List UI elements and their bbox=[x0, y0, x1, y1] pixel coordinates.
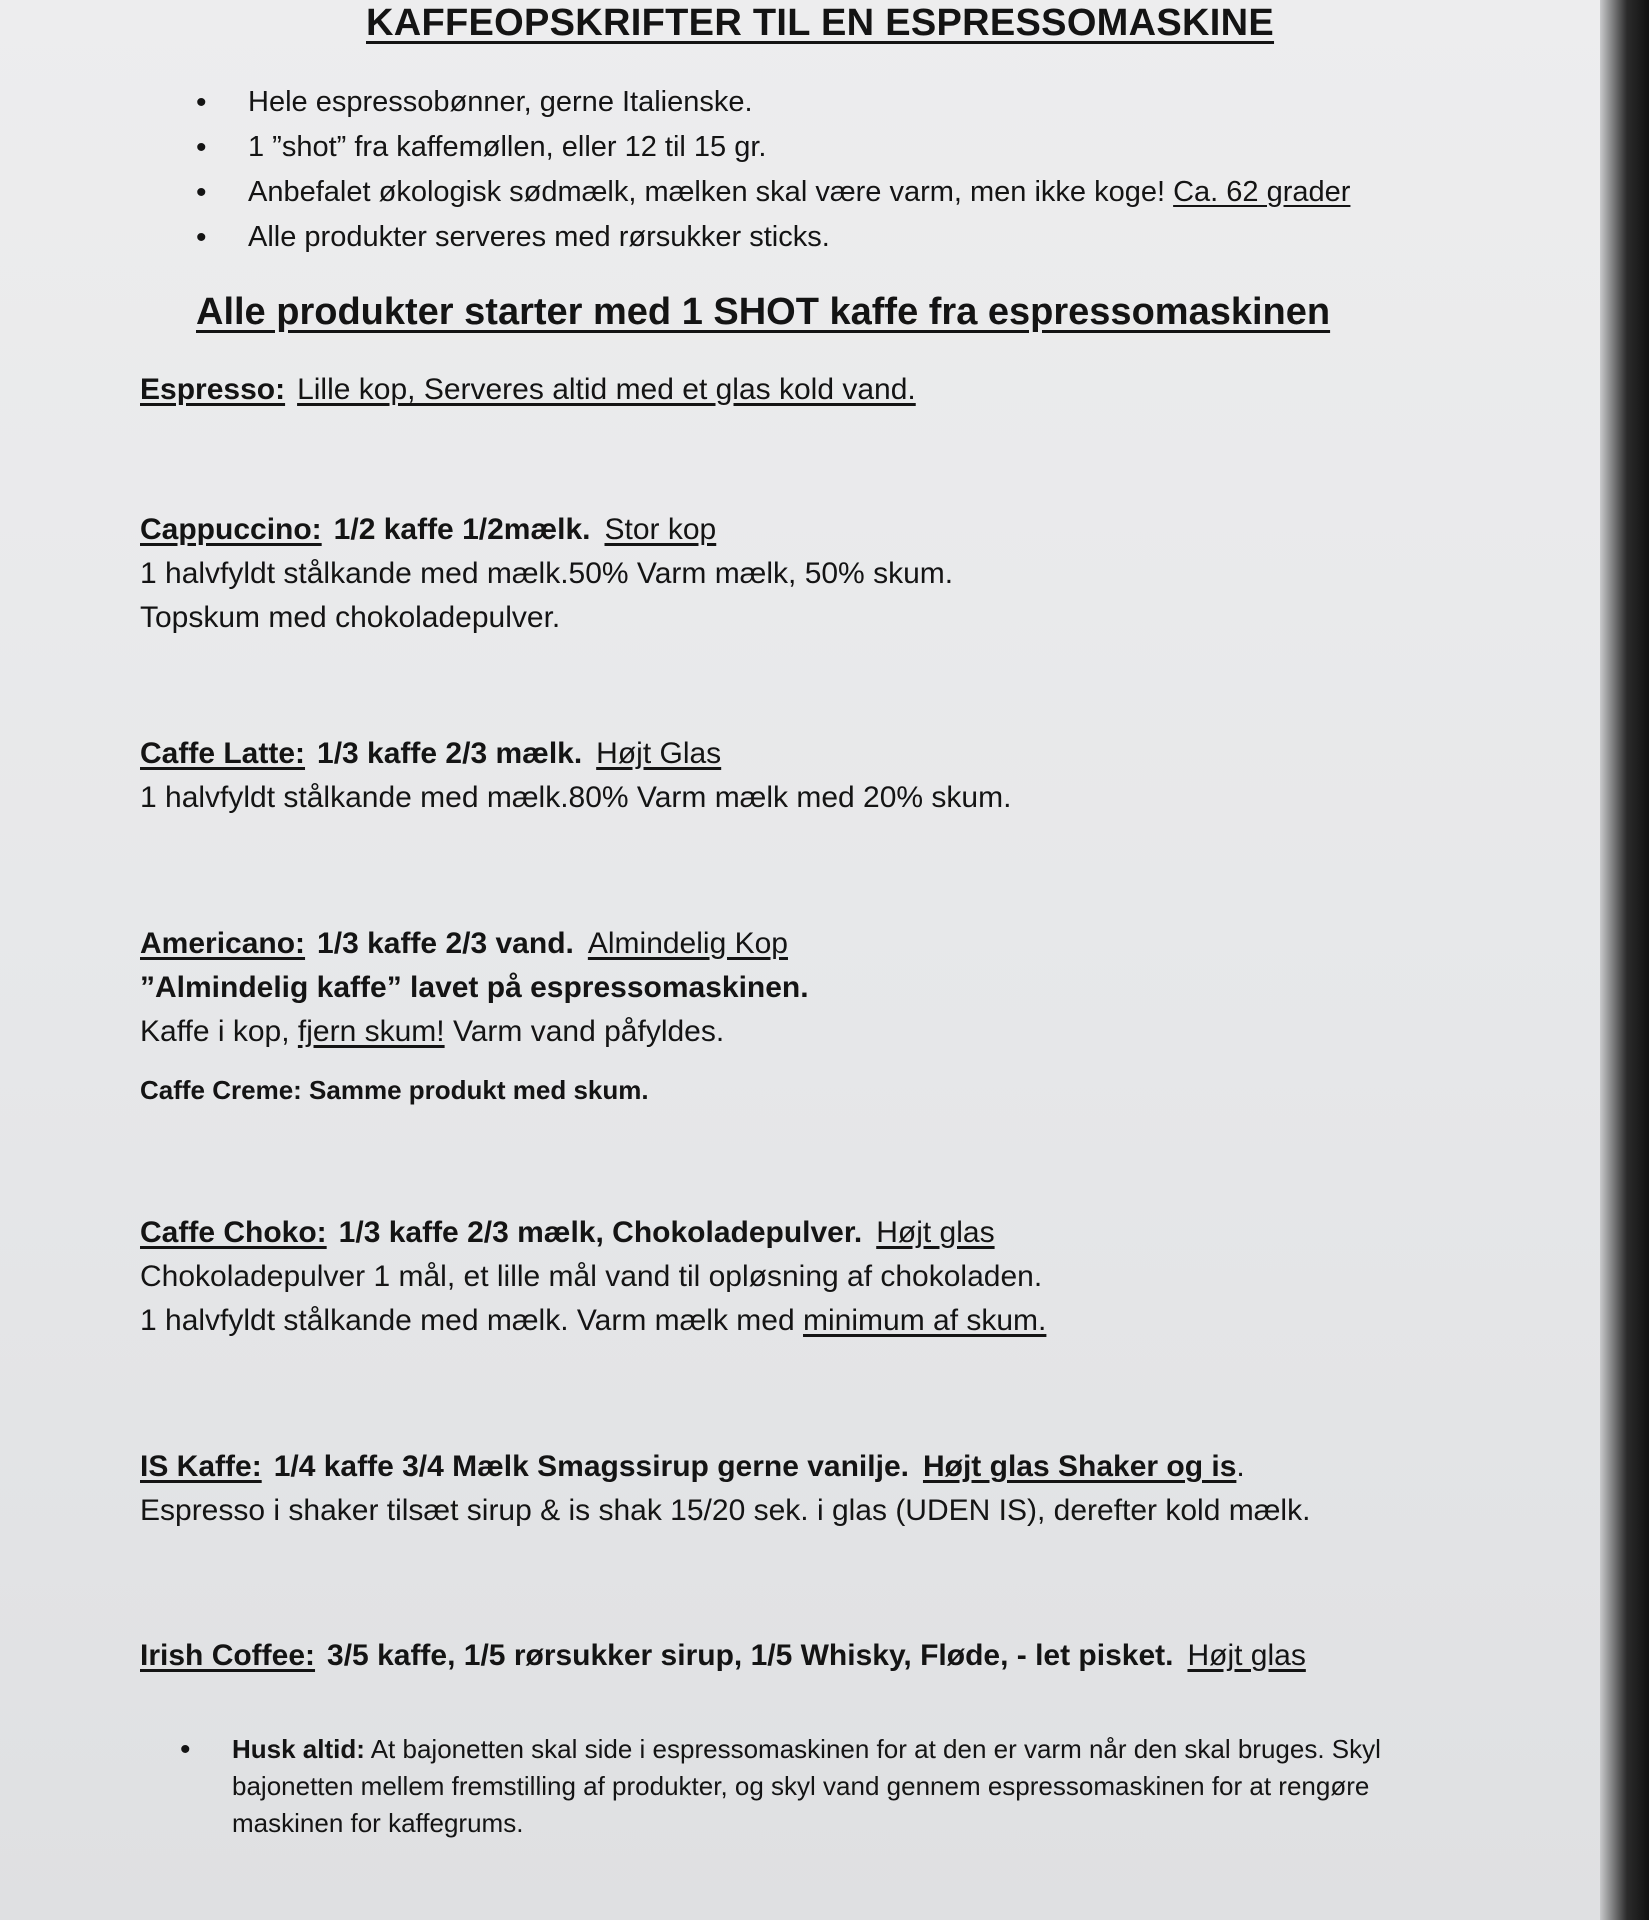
recipe-espresso bbox=[140, 368, 916, 412]
recipe-line: Chokoladepulver 1 mål, et lille mål vand til opløsning af chokoladen. bbox=[140, 1260, 1043, 1293]
list-item: • Anbefalet økologisk sødmælk, mælken skal være varm, men ikke koge! Ca. 62 grader bbox=[196, 170, 1350, 215]
remove-foam-note: fjern skum! bbox=[297, 1015, 445, 1048]
recipe-vessel: Højt glas Shaker og is bbox=[922, 1450, 1237, 1483]
list-item: • Hele espressobønner, gerne Italienske. bbox=[196, 80, 1350, 125]
recipe-vessel: Almindelig Kop bbox=[587, 927, 788, 960]
recipe-ratio: 1/4 kaffe 3/4 Mælk Smagssirup gerne vanilje. bbox=[273, 1450, 909, 1483]
recipe-vessel: Højt glas bbox=[876, 1216, 995, 1249]
recipe-irish-coffee bbox=[140, 1634, 1306, 1678]
recipe-americano: Americano: 1/3 kaffe 2/3 vand. Almindelig Kop ”Almindelig kaffe” lavet på espressomaskinen. Kaffe i kop, fjern skum! Varm vand påfyldes. Caffe Creme: Samme produkt med skum. bbox=[140, 922, 809, 1112]
recipe-ratio: 1/3 kaffe 2/3 mælk. bbox=[317, 737, 583, 770]
recipe-text: Lille kop, Serveres altid med et glas kold vand. bbox=[297, 373, 916, 406]
recipe-label: Caffe Choko: bbox=[140, 1216, 327, 1249]
footer-note bbox=[180, 1731, 1412, 1842]
recipe-ratio: 1/2 kaffe 1/2mælk. bbox=[333, 513, 591, 546]
list-item bbox=[180, 1731, 1412, 1842]
recipe-ratio: 3/5 kaffe, 1/5 rørsukker sirup, 1/5 Whisky, Fløde, - let pisket. bbox=[327, 1639, 1174, 1672]
recipe-line: Espresso i shaker tilsæt sirup & is shak 15/20 sek. i glas (UDEN IS), derefter kold mælk. bbox=[140, 1494, 1311, 1527]
recipe-line: 1 halvfyldt stålkande med mælk.80% Varm mælk med 20% skum. bbox=[140, 781, 1012, 814]
document-title: KAFFEOPSKRIFTER TIL EN ESPRESSOMASKINE bbox=[366, 2, 1275, 44]
recipe-cappuccino bbox=[140, 508, 953, 640]
recipe-ratio: 1/3 kaffe 2/3 vand. bbox=[317, 927, 574, 960]
recipe-vessel: Højt Glas bbox=[596, 737, 722, 770]
recipe-vessel: Stor kop bbox=[604, 513, 717, 546]
recipe-label: Caffe Latte: bbox=[140, 737, 306, 770]
recipe-vessel: Højt glas bbox=[1187, 1639, 1306, 1672]
recipe-label: Irish Coffee: bbox=[140, 1639, 316, 1672]
recipe-line: Topskum med chokoladepulver. bbox=[140, 601, 561, 634]
page-edge-shadow bbox=[1600, 0, 1649, 1920]
recipe-label: Americano: bbox=[140, 927, 306, 960]
recipe-latte bbox=[140, 732, 1011, 820]
recipe-label: Cappuccino: bbox=[140, 513, 322, 546]
footer-label: Husk altid: bbox=[232, 1734, 365, 1764]
recipe-line: ”Almindelig kaffe” lavet på espressomaskinen. bbox=[140, 971, 809, 1004]
list-item: • 1 ”shot” fra kaffemøllen, eller 12 til 15 gr. bbox=[196, 125, 1350, 170]
recipe-label: Espresso: bbox=[140, 373, 286, 406]
minimum-foam-note: minimum af skum. bbox=[803, 1304, 1047, 1337]
intro-bullet-list bbox=[196, 80, 1350, 260]
temperature-note: Ca. 62 grader bbox=[1173, 176, 1351, 208]
recipe-line: 1 halvfyldt stålkande med mælk.50% Varm mælk, 50% skum. bbox=[140, 557, 954, 590]
recipe-is-kaffe: IS Kaffe: 1/4 kaffe 3/4 Mælk Smagssirup gerne vanilje. Højt glas Shaker og is. Espresso i shaker tilsæt sirup & is shak 15/20 sek. i glas (UDEN IS), derefter kold mælk. bbox=[140, 1445, 1310, 1533]
list-item: • Alle produkter serveres med rørsukker sticks. bbox=[196, 215, 1350, 260]
section-heading: Alle produkter starter med 1 SHOT kaffe fra espressomaskinen bbox=[196, 291, 1331, 333]
recipe-choko: Caffe Choko: 1/3 kaffe 2/3 mælk, Chokoladepulver. Højt glas Chokoladepulver 1 mål, et lille mål vand til opløsning af chokoladen. 1 halvfyldt stålkande med mælk. Varm mælk med minimum af skum. bbox=[140, 1216, 1047, 1337]
recipe-label: IS Kaffe: bbox=[140, 1450, 262, 1483]
footer-text: At bajonetten skal side i espressomaskinen for at den er varm når den skal bruges. Skyl bajonetten mellem fremstilling af produkter, og skyl vand gennem espressomaskinen for at rengøre maskinen for kaffegrums. bbox=[232, 1734, 1381, 1838]
recipe-ratio: 1/3 kaffe 2/3 mælk, Chokoladepulver. bbox=[338, 1216, 863, 1249]
caffe-creme-note: Caffe Creme: Samme produkt med skum. bbox=[140, 1075, 649, 1105]
